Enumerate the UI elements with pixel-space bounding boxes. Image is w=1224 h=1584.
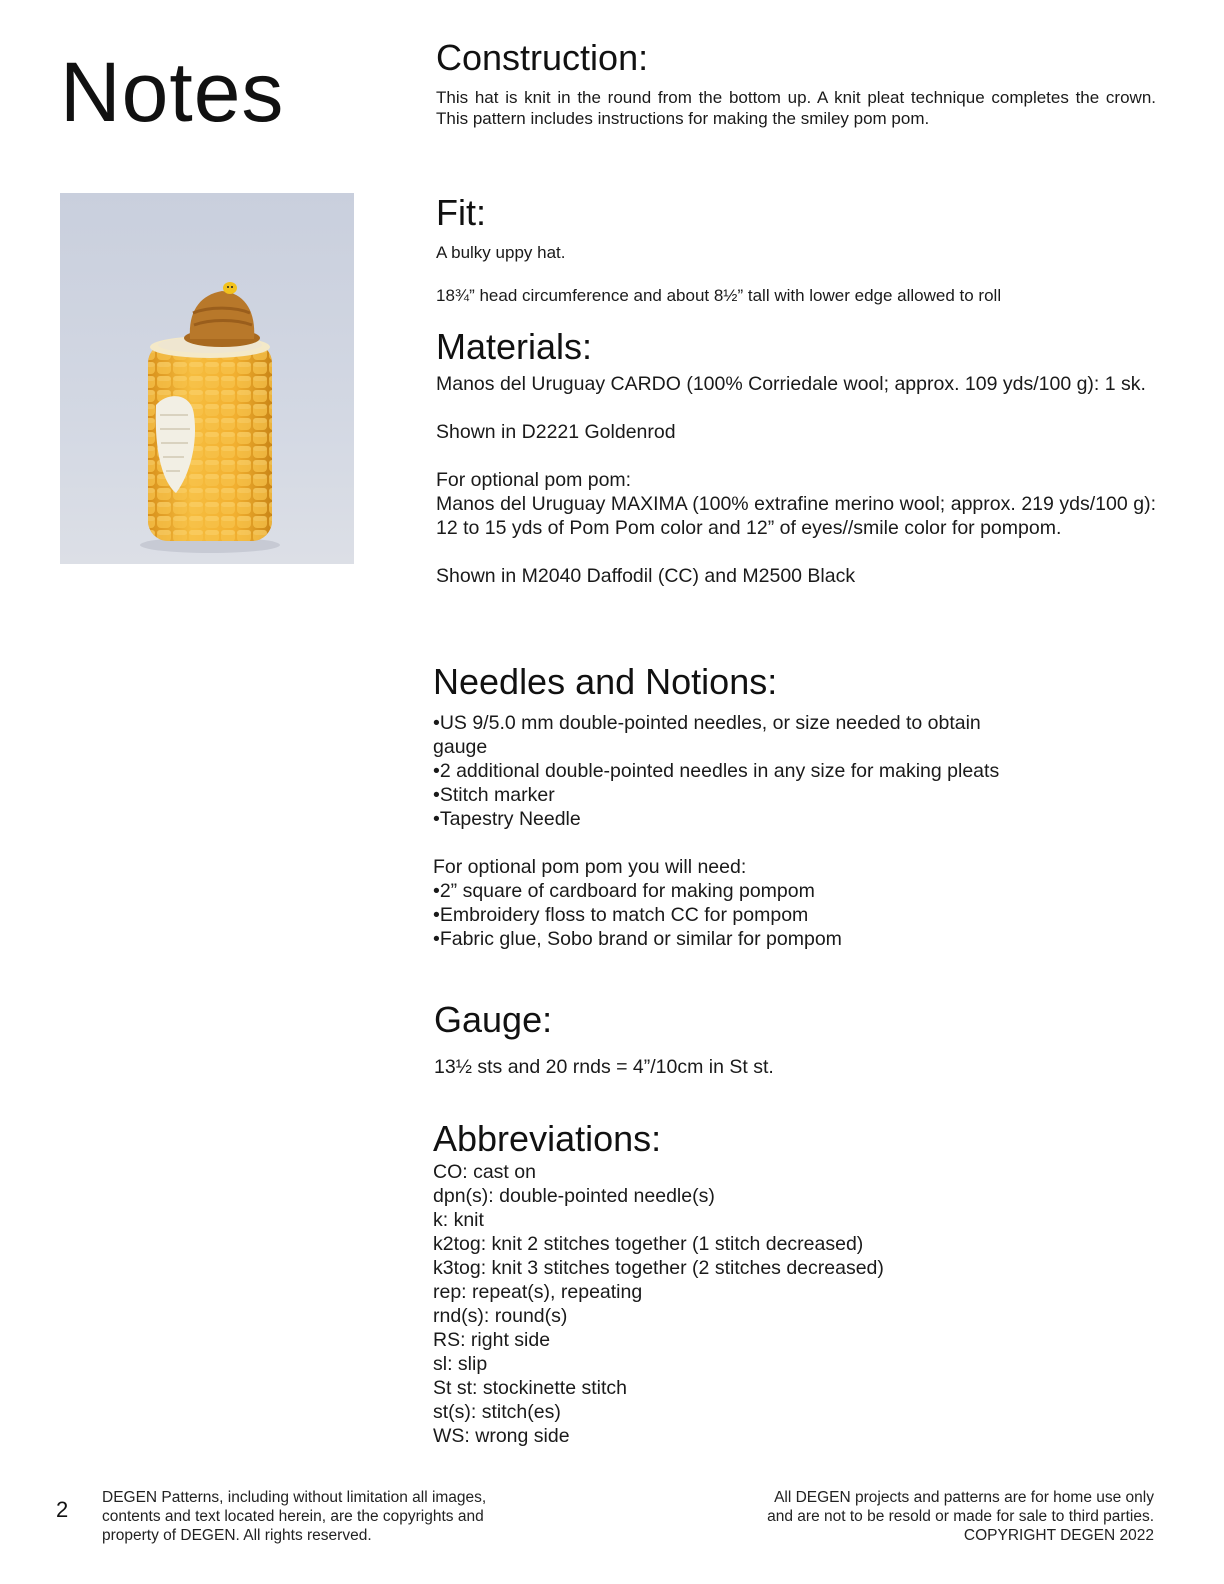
materials-yarn: Manos del Uruguay CARDO (100% Corriedale wool; approx. 109 yds/100 g): 1 sk.: [436, 373, 1146, 396]
page-title: Notes: [60, 45, 285, 139]
abbreviation-item: rep: repeat(s), repeating: [433, 1281, 643, 1304]
abbreviation-item: st(s): stitch(es): [433, 1401, 561, 1424]
needles-section: [433, 660, 1033, 951]
abbreviation-item: dpn(s): double-pointed needle(s): [433, 1185, 715, 1208]
corn-hat-illustration: [60, 193, 354, 564]
abbreviation-item: RS: right side: [433, 1329, 551, 1352]
fit-heading: Fit:: [436, 192, 486, 233]
needles-optional-item: •Fabric glue, Sobo brand or similar for pompom: [433, 928, 842, 951]
abbreviation-item: WS: wrong side: [433, 1425, 570, 1448]
gauge-heading: Gauge:: [434, 999, 553, 1040]
needles-optional-label: For optional pom pom you will need:: [433, 856, 747, 879]
abbreviation-item: k2tog: knit 2 stitches together (1 stitch decreased): [433, 1233, 864, 1256]
abbreviation-item: sl: slip: [433, 1353, 488, 1376]
gauge-section: [434, 998, 1154, 1079]
abbreviation-item: CO: cast on: [433, 1161, 536, 1184]
fit-line-2: 18¾” head circumference and about 8½” tall with lower edge allowed to roll: [436, 286, 1002, 306]
footer-right-line: All DEGEN projects and patterns are for home use only: [774, 1489, 1154, 1506]
construction-section: [436, 36, 1156, 129]
needles-optional-item: •Embroidery floss to match CC for pompom: [433, 904, 809, 927]
materials-heading: Materials:: [436, 326, 593, 367]
construction-heading: Construction:: [436, 37, 649, 78]
fit-line-1: A bulky uppy hat.: [436, 243, 566, 263]
footer-right-line: and are not to be resold or made for sale to third parties.: [767, 1508, 1154, 1525]
needles-item: •Stitch marker: [433, 784, 555, 807]
abbreviation-item: k3tog: knit 3 stitches together (2 stitches decreased): [433, 1257, 884, 1280]
footer-right-line: COPYRIGHT DEGEN 2022: [963, 1527, 1154, 1544]
abbreviation-item: rnd(s): round(s): [433, 1305, 568, 1328]
materials-optional-label: For optional pom pom:: [436, 469, 632, 492]
needles-item: •2 additional double-pointed needles in any size for making pleats: [433, 760, 1000, 783]
materials-section: [436, 325, 1156, 588]
page-number: 2: [56, 1497, 69, 1522]
fit-section: [436, 191, 1156, 306]
footer-left-line: property of DEGEN. All rights reserved.: [102, 1527, 372, 1544]
materials-shown-1: Shown in D2221 Goldenrod: [436, 421, 676, 444]
footer-copyright-right: [660, 1488, 1154, 1545]
needles-item: •Tapestry Needle: [433, 808, 581, 831]
needles-optional-item: •2” square of cardboard for making pompom: [433, 880, 815, 903]
footer-left-line: contents and text located herein, are the copyrights and: [102, 1508, 484, 1525]
needles-item: •US 9/5.0 mm double-pointed needles, or size needed to obtain gauge: [433, 712, 981, 759]
abbreviations-heading: Abbreviations:: [433, 1118, 662, 1159]
abbreviation-item: k: knit: [433, 1209, 484, 1232]
product-photo: [60, 193, 354, 564]
abbreviation-item: St st: stockinette stitch: [433, 1377, 627, 1400]
gauge-text: 13½ sts and 20 rnds = 4”/10cm in St st.: [434, 1056, 774, 1079]
materials-shown-2: Shown in M2040 Daffodil (CC) and M2500 Black: [436, 565, 856, 588]
footer-copyright-left: [102, 1488, 572, 1545]
construction-text: This hat is knit in the round from the bottom up. A knit pleat technique completes the crown. This pattern includes instructions for making the smiley pom pom.: [436, 88, 1156, 129]
needles-heading: Needles and Notions:: [433, 661, 778, 702]
abbreviations-section: [433, 1117, 1153, 1448]
footer-left-line: DEGEN Patterns, including without limitation all images,: [102, 1489, 487, 1506]
materials-optional-yarn: Manos del Uruguay MAXIMA (100% extrafine merino wool; approx. 219 yds/100 g): 12 to 15 yds of Pom Pom color and 12” of eyes//smile color for pompom.: [436, 493, 1156, 540]
